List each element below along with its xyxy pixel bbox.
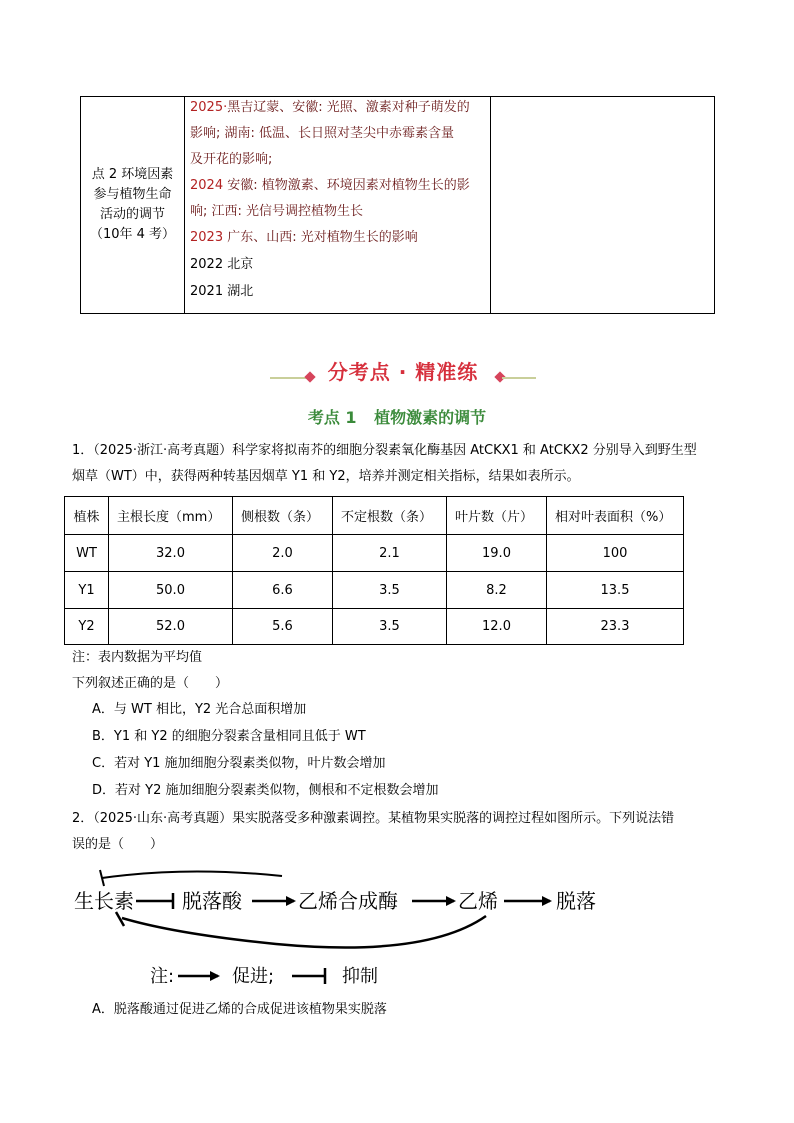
table-cell: 3.5 [333, 572, 447, 609]
exam-line [190, 175, 485, 197]
q1-line1: 1．（2025·浙江·高考真题）科学家将拟南芥的细胞分裂素氧化酶基因 AtCKX1 和 AtCKX2 分别导入到野生型 [72, 443, 697, 458]
section-heading [0, 405, 794, 428]
q1-note: 注：表内数据为平均值 [72, 650, 203, 665]
exam-line [190, 201, 485, 223]
banner-title: 分考点 · 精准练 [327, 360, 479, 384]
topic-cell [81, 97, 185, 314]
table-cell: 2.1 [333, 535, 447, 572]
table-cell: 19.0 [447, 535, 547, 572]
exam-text: 2021 湖北 [190, 284, 254, 299]
topic-line: （10年 4 考） [89, 227, 176, 242]
topic-line: 活动的调节 [99, 207, 165, 222]
regulation-diagram [66, 868, 626, 998]
col-header: 主根长度（mm） [109, 497, 233, 535]
q1-stem: 下列叙述正确的是（ ） [72, 676, 229, 691]
q1-option-d: D．若对 Y2 施加细胞分裂素类似物，侧根和不定根数会增加 [92, 783, 439, 798]
q1-option-c: C．若对 Y1 施加细胞分裂素类似物，叶片数会增加 [92, 756, 386, 771]
topic-line: 参与植物生命 [93, 187, 172, 202]
table-cell: 50.0 [109, 572, 233, 609]
table-cell: 23.3 [547, 609, 684, 645]
exam-line [190, 123, 485, 145]
legend-promote: 促进; [232, 966, 275, 987]
exam-text: 安徽: 植物激素、环境因素对植物生长的影 [227, 178, 470, 193]
exam-line [190, 227, 485, 249]
col-header: 叶片数（片） [447, 497, 547, 535]
legend-inhibit: 抑制 [342, 966, 378, 987]
col-header: 植株 [65, 497, 109, 535]
table-cell: 8.2 [447, 572, 547, 609]
exam-year: 2025· [190, 100, 228, 115]
top-inhibit-curve [102, 871, 282, 878]
q2-line1: 2．（2025·山东·高考真题）果实脱落受多种激素调控。某植物果实脱落的调控过程如图所示。下列说法错 [72, 811, 675, 826]
bottom-inhibit-curve [122, 916, 486, 948]
table-cell: 32.0 [109, 535, 233, 572]
exam-year: 2024 [190, 178, 228, 193]
exam-text: 广东、山西: 光对植物生长的影响 [227, 230, 418, 245]
exam-text: 及开花的影响; [190, 152, 273, 167]
exam-text: 响; 江西: 光信号调控植物生长 [190, 204, 364, 219]
empty-cell [491, 97, 715, 314]
exam-line [190, 97, 485, 119]
exam-history-cell [185, 97, 491, 314]
topic-summary-table [80, 96, 715, 314]
table-cell: 6.6 [233, 572, 333, 609]
table-cell: 13.5 [547, 572, 684, 609]
table-cell: Y1 [65, 572, 109, 609]
exam-text: 2022 北京 [190, 257, 254, 272]
q2-option-a: A．脱落酸通过促进乙烯的合成促进该植物果实脱落 [92, 1002, 387, 1017]
col-header: 相对叶表面积（%） [547, 497, 684, 535]
exam-line [190, 281, 485, 303]
exam-line [190, 254, 485, 276]
banner-line-right [502, 377, 536, 379]
exam-line [190, 149, 485, 171]
table-row [65, 572, 684, 609]
legend-prefix: 注: [150, 966, 175, 987]
q1-line2: 烟草（WT）中，获得两种转基因烟草 Y1 和 Y2，培养并测定相关指标，结果如表所示。 [72, 469, 580, 484]
table-cell: 12.0 [447, 609, 547, 645]
table-cell: 100 [547, 535, 684, 572]
node-abscisic-acid: 脱落酸 [182, 889, 242, 913]
col-header: 侧根数（条） [233, 497, 333, 535]
node-abscission: 脱落 [556, 889, 596, 913]
q1-data-table [64, 496, 684, 645]
exam-text: 黑吉辽蒙、安徽: 光照、激素对种子萌发的 [227, 100, 470, 115]
exam-text: 影响; 湖南: 低温、长日照对茎尖中赤霉素含量 [190, 126, 455, 141]
section-banner [270, 352, 536, 392]
table-cell: 5.6 [233, 609, 333, 645]
section-label: 考点 1 [307, 408, 357, 427]
topic-line: 点 2 环境因素 [91, 167, 174, 182]
q1-option-a: A．与 WT 相比，Y2 光合总面积增加 [92, 702, 307, 717]
table-cell: 3.5 [333, 609, 447, 645]
table-cell: Y2 [65, 609, 109, 645]
node-ethylene-synthase: 乙烯合成酶 [298, 889, 398, 913]
table-cell: 52.0 [109, 609, 233, 645]
q2-line2: 误的是（ ） [72, 837, 164, 852]
exam-year: 2023 [190, 230, 228, 245]
table-row [65, 609, 684, 645]
node-ethylene: 乙烯 [458, 889, 498, 913]
table-row [65, 535, 684, 572]
node-auxin: 生长素 [74, 889, 134, 913]
table-cell: 2.0 [233, 535, 333, 572]
col-header: 不定根数（条） [333, 497, 447, 535]
table-cell: WT [65, 535, 109, 572]
q1-option-b: B．Y1 和 Y2 的细胞分裂素含量相同且低于 WT [92, 729, 366, 744]
section-title: 植物激素的调节 [374, 408, 487, 427]
